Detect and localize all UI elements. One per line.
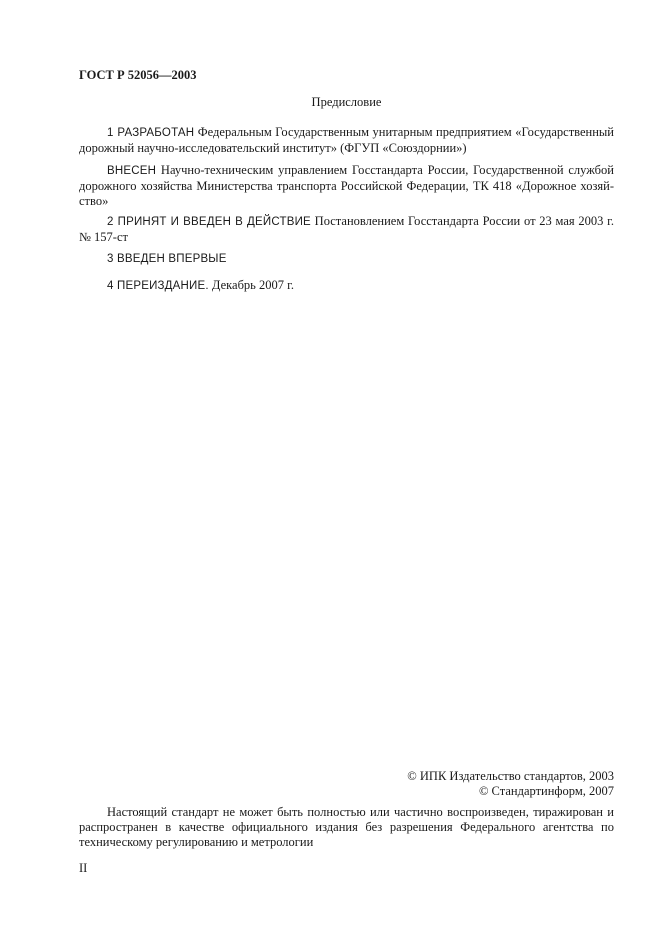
item-lead: ВНЕСЕН [107,165,157,177]
preface-item-introduced [79,251,614,267]
item-lead: 4 ПЕРЕИЗДАНИЕ. [107,280,209,292]
page-number: II [79,861,88,875]
copyright-line-2: © Стандартинформ, 2007 [478,784,614,798]
preface-item-adopted [79,214,614,245]
item-lead: 2 ПРИНЯТ И ВВЕДЕН В ДЕЙСТВИЕ [107,216,311,228]
preface-item-reissue [79,278,614,294]
preface-title: Предисловие [311,95,382,109]
item-lead: 1 РАЗРАБОТАН [107,127,195,139]
item-text: Научно-техническим управлением Госстандарта России, Государственной службой дорожного хозяйства Министерства транспорта Российской Федерации, ТК 418 «Дорожное хозяй-ство» [79,163,614,208]
item-text: Федеральным Государственным унитарным предприятием «Государственный дорожный научно-исследовательский институт» (ФГУП «Союздорнии») [79,125,614,155]
copyright-line-1: © ИПК Издательство стандартов, 2003 [407,769,614,783]
reproduction-notice: Настоящий стандарт не может быть полностью или частично воспроизведен, тиражирован и распространен в качестве официального издания без разрешения Федерального агентства по техническому регулированию и метрологии [79,805,614,849]
preface-item-submitted [79,163,614,209]
item-text: Декабрь 2007 г. [208,278,294,292]
item-lead: 3 ВВЕДЕН ВПЕРВЫЕ [107,253,227,265]
preface-item-developed [79,125,614,156]
item-text: Постановлением Госстандарта России от 23 мая 2003 г. № 157-ст [79,214,614,244]
document-id: ГОСТ Р 52056—2003 [79,68,197,82]
